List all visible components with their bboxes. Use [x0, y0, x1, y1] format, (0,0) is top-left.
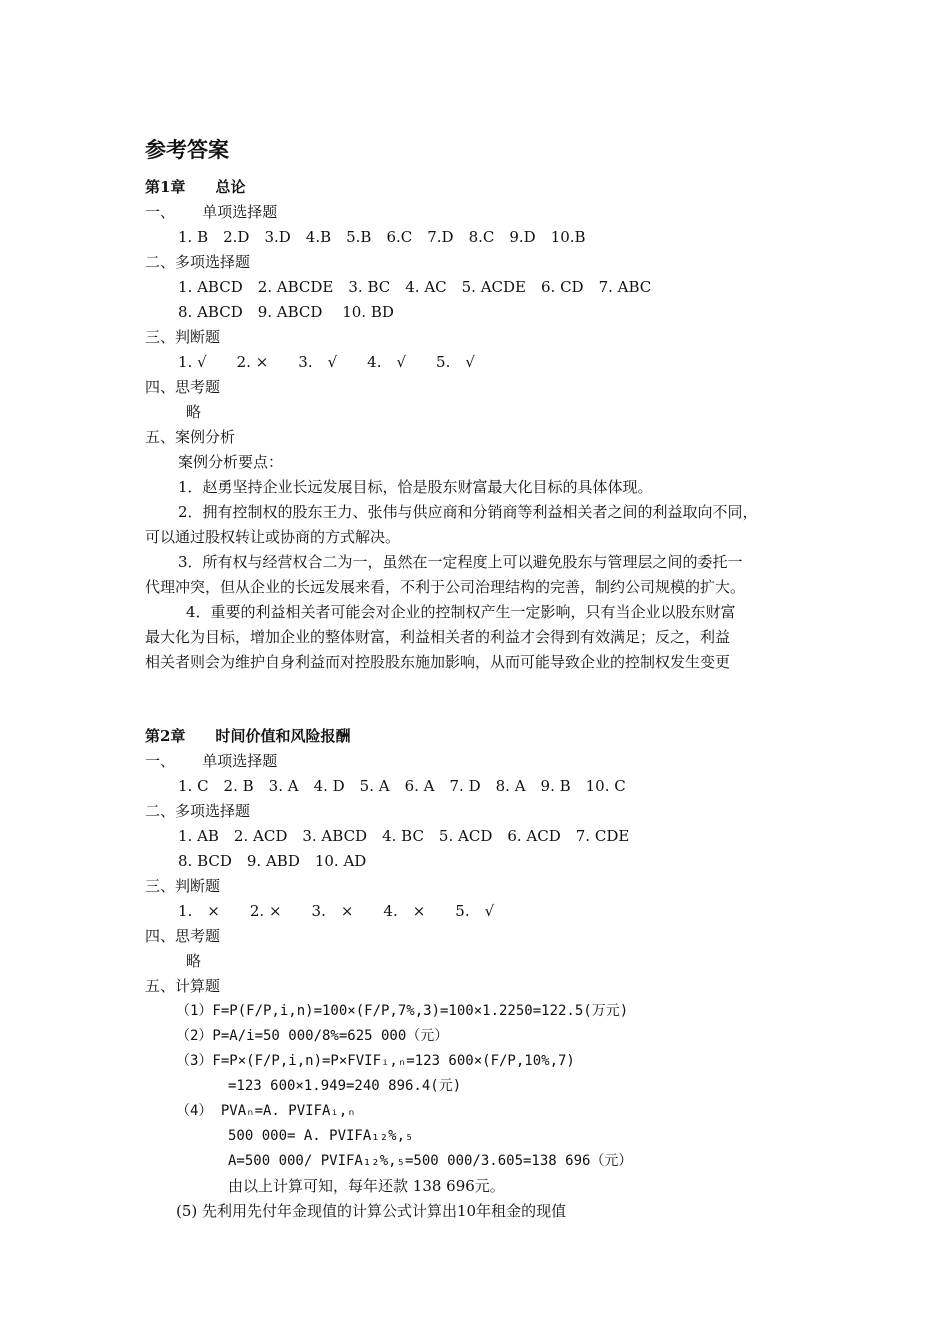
ch2-think-answer: 略: [186, 952, 202, 970]
ch2-judge-label: 三、判断题: [145, 877, 221, 895]
ch1-case-point-3-line2: 代理冲突，但从企业的长远发展来看，不利于公司治理结构的完善，制约公司规模的扩大。: [145, 578, 746, 596]
ch2-calc-4-line1: （4） PVAₙ=A. PVIFAᵢ,ₙ: [176, 1103, 356, 1119]
ch2-calc-1: （1）F=P(F/P,i,n)=100×(F/P,7%,3)=100×1.2250=122.5(万元): [176, 1003, 629, 1019]
ch2-calc-3-line2: =123 600×1.949=240 896.4(元): [228, 1078, 462, 1094]
ch1-case-point-3-line1: 3．所有权与经营权合二为一，虽然在一定程度上可以避免股东与管理层之间的委托一: [178, 553, 743, 571]
ch1-case-point-4-line3: 相关者则会为维护自身利益而对控股股东施加影响，从而可能导致企业的控制权发生变更: [145, 653, 731, 671]
ch2-multi-choice-line2: 8. BCD 9. ABD 10. AD: [178, 852, 367, 870]
ch2-single-choice-answers: 1. C 2. B 3. A 4. D 5. A 6. A 7. D 8. A 9. B 10. C: [178, 777, 626, 795]
ch1-single-choice-label: 一、 单项选择题: [145, 203, 278, 221]
ch1-case-label: 五、案例分析: [145, 428, 236, 446]
ch2-calc-label: 五、计算题: [145, 977, 221, 995]
ch2-calc-4-line3: A=500 000/ PVIFA₁₂%,₅=500 000/3.605=138 696（元）: [228, 1153, 633, 1169]
ch2-think-label: 四、思考题: [145, 927, 221, 945]
ch1-think-answer: 略: [186, 403, 202, 421]
chapter1-heading: 第1章 总论: [145, 178, 246, 196]
ch2-multi-choice-label: 二、多项选择题: [145, 802, 251, 820]
ch2-calc-2: （2）P=A/i=50 000/8%=625 000（元）: [176, 1028, 449, 1044]
ch2-calc-4-line4: 由以上计算可知，每年还款 138 696元。: [228, 1177, 505, 1195]
ch1-case-point-4-line1: 4．重要的利益相关者可能会对企业的控制权产生一定影响，只有当企业以股东财富: [186, 603, 736, 621]
ch2-single-choice-label: 一、 单项选择题: [145, 752, 278, 770]
ch1-judge-answers: 1. √ 2. × 3. √ 4. √ 5. √: [178, 353, 475, 371]
ch1-think-label: 四、思考题: [145, 378, 221, 396]
ch1-case-intro: 案例分析要点：: [178, 453, 284, 471]
ch1-multi-choice-line2: 8. ABCD 9. ABCD 10. BD: [178, 303, 394, 321]
chapter2-heading: 第2章 时间价值和风险报酬: [145, 727, 351, 745]
ch1-case-point-1: 1．赵勇坚持企业长远发展目标，恰是股东财富最大化目标的具体体现。: [178, 478, 653, 496]
ch1-case-point-2-line1: 2．拥有控制权的股东王力、张伟与供应商和分销商等利益相关者之间的利益取向不同，: [178, 503, 758, 521]
ch2-judge-answers: 1. × 2. × 3. × 4. × 5. √: [178, 902, 495, 920]
document-title: 参考答案: [145, 137, 229, 162]
ch2-calc-4-line2: 500 000= A. PVIFA₁₂%,₅: [228, 1128, 414, 1144]
ch1-judge-label: 三、判断题: [145, 328, 221, 346]
ch1-case-point-2-line2: 可以通过股权转让或协商的方式解决。: [145, 528, 401, 546]
ch1-multi-choice-label: 二、多项选择题: [145, 253, 251, 271]
ch2-calc-3-line1: （3）F=P×(F/P,i,n)=P×FVIFᵢ,ₙ=123 600×(F/P,10%,7): [176, 1053, 575, 1069]
ch1-multi-choice-line1: 1. ABCD 2. ABCDE 3. BC 4. AC 5. ACDE 6. CD 7. ABC: [178, 278, 652, 296]
ch1-single-choice-answers: 1. B 2.D 3.D 4.B 5.B 6.C 7.D 8.C 9.D 10.B: [178, 228, 586, 246]
ch1-case-point-4-line2: 最大化为目标，增加企业的整体财富，利益相关者的利益才会得到有效满足；反之，利益: [145, 628, 731, 646]
ch2-multi-choice-line1: 1. AB 2. ACD 3. ABCD 4. BC 5. ACD 6. ACD 7. CDE: [178, 827, 630, 845]
ch2-calc-5: (5) 先利用先付年金现值的计算公式计算出10年租金的现值: [176, 1202, 567, 1220]
